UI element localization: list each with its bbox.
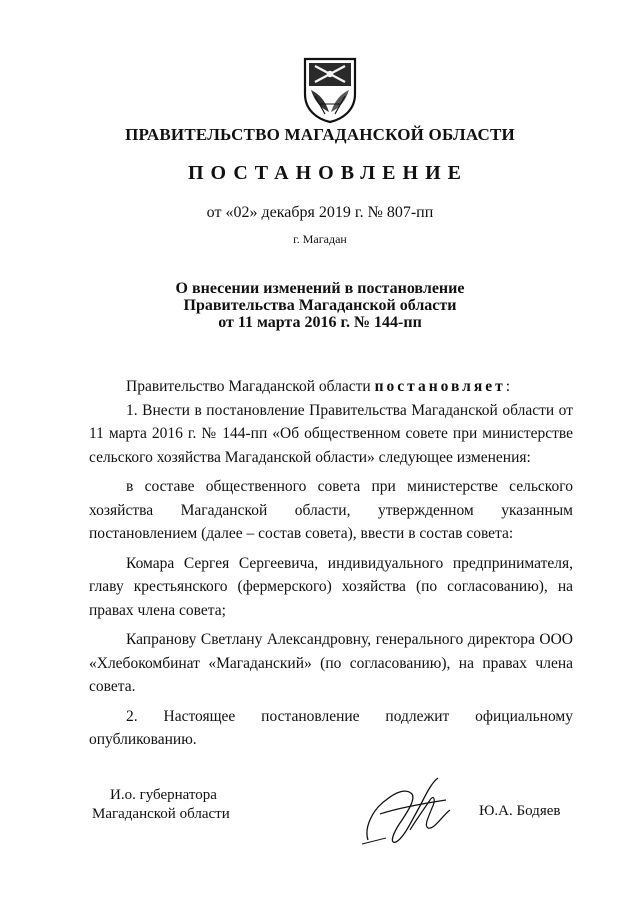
paragraph-1: 1. Внести в постановление Правительства Магаданской области от 11 марта 2016 г. № 144-пп «Об общественном совете при министерстве сельского хозяйства Магаданской области» следующее изменения: <box>89 401 573 466</box>
signatory-position-line: И.о. губернатора <box>110 787 217 803</box>
preamble-end: : <box>505 378 511 395</box>
subject-line: от 11 марта 2016 г. № 144-пп <box>218 314 422 331</box>
paragraph-2: в составе общественного совета при министерстве сельского хозяйства Магаданской области, утвержденном указанным постановлением (далее – состав совета), ввести в состав совета: <box>89 478 573 542</box>
preamble-verb: постановляет <box>374 378 506 395</box>
signatory-position-line: Магаданской области <box>92 806 230 822</box>
paragraph-5: 2. Настоящее постановление подлежит официальному опубликованию. <box>89 707 573 748</box>
document-date-number: от «02» декабря 2019 г. № 807-пп <box>206 204 434 221</box>
signatory-position <box>92 786 230 824</box>
paragraph-4: Капранову Светлану Александровну, генерального директора ООО «Хлебокомбинат «Магаданский» (по согласованию), на правах члена совета. <box>89 631 573 695</box>
handwritten-signature <box>350 770 460 850</box>
document-city: г. Магадан <box>293 232 347 246</box>
paragraph-3: Комара Сергея Сергеевича, индивидуального предпринимателя, главу крестьянского (фермерского) хозяйства (по согласованию), на правах члена совета; <box>89 554 573 619</box>
subject-line: Правительства Магаданской области <box>183 297 457 314</box>
document-subject <box>0 280 640 331</box>
document-type: ПОСТАНОВЛЕНИЕ <box>188 162 468 184</box>
subject-line: О внесении изменений в постановление <box>175 280 465 297</box>
document-body <box>89 375 573 752</box>
coat-of-arms-icon <box>301 56 359 124</box>
preamble-paragraph <box>89 375 573 399</box>
signatory-name: Ю.А. Бодяев <box>479 803 561 819</box>
government-title: ПРАВИТЕЛЬСТВО МАГАДАНСКОЙ ОБЛАСТИ <box>125 125 515 144</box>
preamble-lead: Правительство Магаданской области <box>126 378 375 395</box>
